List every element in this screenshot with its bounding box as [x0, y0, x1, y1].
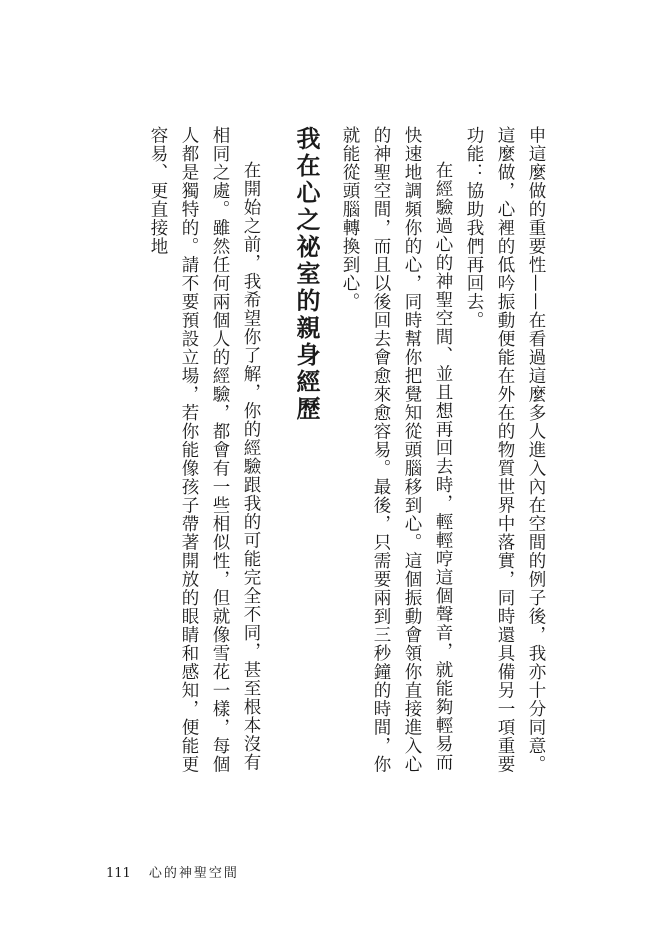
- page-number: 111: [106, 866, 131, 881]
- paragraph-continuation: 申這麼做的重要性——在看過這麼多人進入內在空間的例子後，我亦十分同意。這麼做，心裡的低吟振動便能在外在的物質世界中落實，同時還具備另一項重要功能：協助我們再回去。: [464, 126, 546, 774]
- section-heading: 我在心之祕室的親身經歷: [292, 126, 321, 423]
- paragraph-section-intro: 在開始之前，我希望你了解，你的經驗跟我的可能完全不同，甚至根本沒有相同之處。雖然任何兩個人的經驗，都會有一些相似性，但就像雪花一樣，每個人都是獨特的。請不要預設立場，若你能像孩子帶著開放的眼睛和感知，便能更容易、更直接地: [148, 126, 261, 774]
- page-footer: [106, 862, 239, 881]
- vertical-text-block: [142, 126, 551, 776]
- running-title: 心的神聖空間: [148, 866, 239, 881]
- paragraph-revisit: 在經驗過心的神聖空間、並且想再回去時，輕輕哼這個聲音，就能夠輕易而快速地調頻你的心，同時幫你把覺知從頭腦移到心。這個振動會領你直接進入心的神聖空間，而且以後回去會愈來愈容易。最後，只需要兩到三秒鐘的時間，你就能從頭腦轉換到心。: [340, 126, 453, 774]
